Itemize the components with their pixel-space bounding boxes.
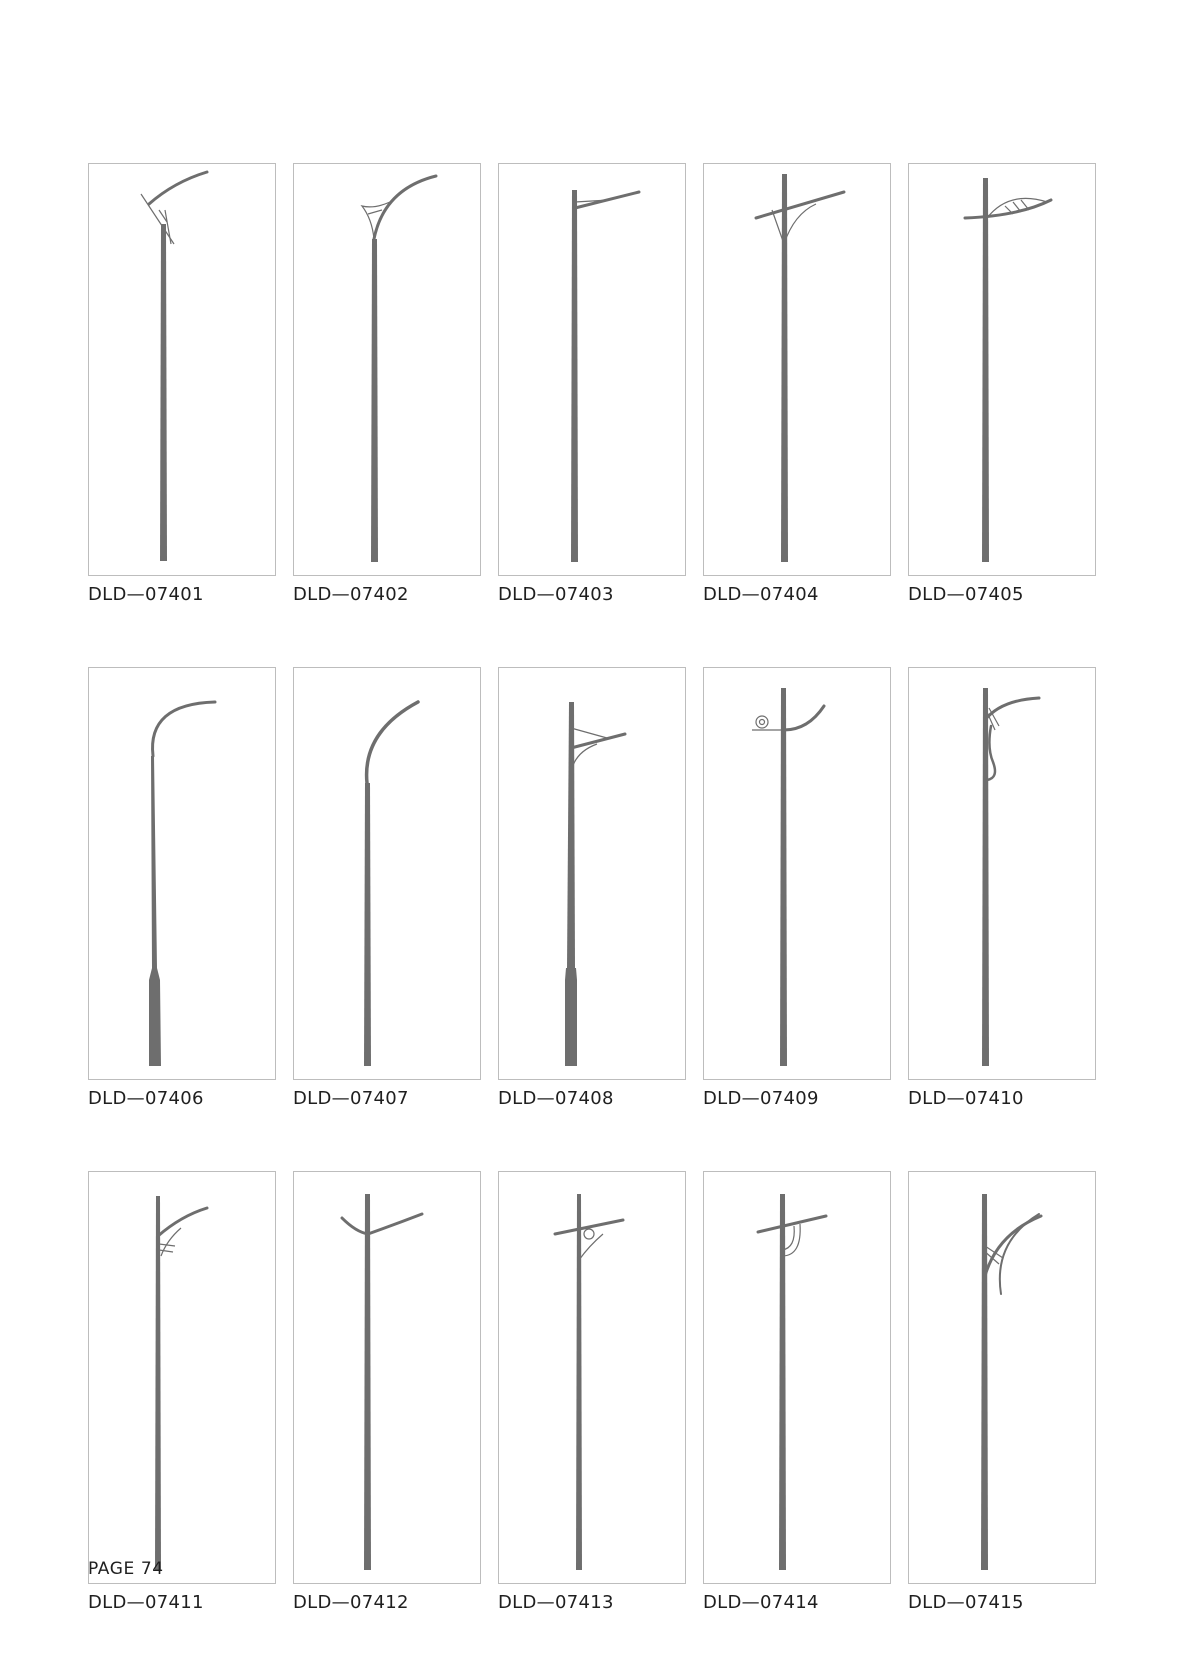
street-light-pole-icon bbox=[909, 1172, 1095, 1583]
product-code: DLD—07405 bbox=[908, 584, 1024, 605]
product-code: DLD—07413 bbox=[498, 1592, 614, 1613]
product-code: DLD—07412 bbox=[293, 1592, 409, 1613]
pole-drawing-frame bbox=[703, 163, 891, 576]
product-card bbox=[498, 163, 686, 606]
pole-drawing-frame bbox=[703, 1171, 891, 1584]
product-card bbox=[293, 1171, 481, 1614]
pole-drawing-frame bbox=[293, 667, 481, 1080]
product-row bbox=[88, 1171, 1098, 1614]
product-card bbox=[908, 667, 1096, 1110]
street-light-pole-icon bbox=[499, 668, 685, 1079]
product-code: DLD—07404 bbox=[703, 584, 819, 605]
product-card bbox=[703, 667, 891, 1110]
product-card bbox=[498, 667, 686, 1110]
street-light-pole-icon bbox=[909, 668, 1095, 1079]
pole-drawing-frame bbox=[703, 667, 891, 1080]
pole-drawing-frame bbox=[293, 163, 481, 576]
product-card bbox=[908, 1171, 1096, 1614]
pole-drawing-frame bbox=[498, 667, 686, 1080]
pole-drawing-frame bbox=[88, 163, 276, 576]
product-row bbox=[88, 667, 1098, 1110]
product-code: DLD—07409 bbox=[703, 1088, 819, 1109]
product-code: DLD—07401 bbox=[88, 584, 204, 605]
street-light-pole-icon bbox=[89, 164, 275, 575]
street-light-pole-icon bbox=[704, 668, 890, 1079]
product-code: DLD—07408 bbox=[498, 1088, 614, 1109]
street-light-pole-icon bbox=[294, 1172, 480, 1583]
product-card bbox=[88, 667, 276, 1110]
street-light-pole-icon bbox=[499, 1172, 685, 1583]
product-code: DLD—07403 bbox=[498, 584, 614, 605]
product-card bbox=[293, 163, 481, 606]
pole-drawing-frame bbox=[908, 1171, 1096, 1584]
product-grid bbox=[88, 163, 1098, 1675]
product-card bbox=[498, 1171, 686, 1614]
product-card bbox=[703, 1171, 891, 1614]
street-light-pole-icon bbox=[89, 668, 275, 1079]
product-card bbox=[88, 163, 276, 606]
pole-drawing-frame bbox=[88, 667, 276, 1080]
pole-drawing-frame bbox=[908, 163, 1096, 576]
page-number: PAGE 74 bbox=[88, 1559, 164, 1579]
product-card bbox=[293, 667, 481, 1110]
product-code: DLD—07406 bbox=[88, 1088, 204, 1109]
pole-drawing-frame bbox=[908, 667, 1096, 1080]
product-row bbox=[88, 163, 1098, 606]
pole-drawing-frame bbox=[498, 1171, 686, 1584]
product-card bbox=[908, 163, 1096, 606]
product-card bbox=[703, 163, 891, 606]
pole-drawing-frame bbox=[88, 1171, 276, 1584]
product-code: DLD—07414 bbox=[703, 1592, 819, 1613]
product-code: DLD—07402 bbox=[293, 584, 409, 605]
street-light-pole-icon bbox=[704, 164, 890, 575]
pole-drawing-frame bbox=[498, 163, 686, 576]
pole-drawing-frame bbox=[293, 1171, 481, 1584]
product-code: DLD—07410 bbox=[908, 1088, 1024, 1109]
product-code: DLD—07415 bbox=[908, 1592, 1024, 1613]
street-light-pole-icon bbox=[704, 1172, 890, 1583]
street-light-pole-icon bbox=[89, 1172, 275, 1583]
product-code: DLD—07407 bbox=[293, 1088, 409, 1109]
street-light-pole-icon bbox=[294, 668, 480, 1079]
product-card bbox=[88, 1171, 276, 1614]
street-light-pole-icon bbox=[294, 164, 480, 575]
street-light-pole-icon bbox=[499, 164, 685, 575]
street-light-pole-icon bbox=[909, 164, 1095, 575]
product-code: DLD—07411 bbox=[88, 1592, 204, 1613]
